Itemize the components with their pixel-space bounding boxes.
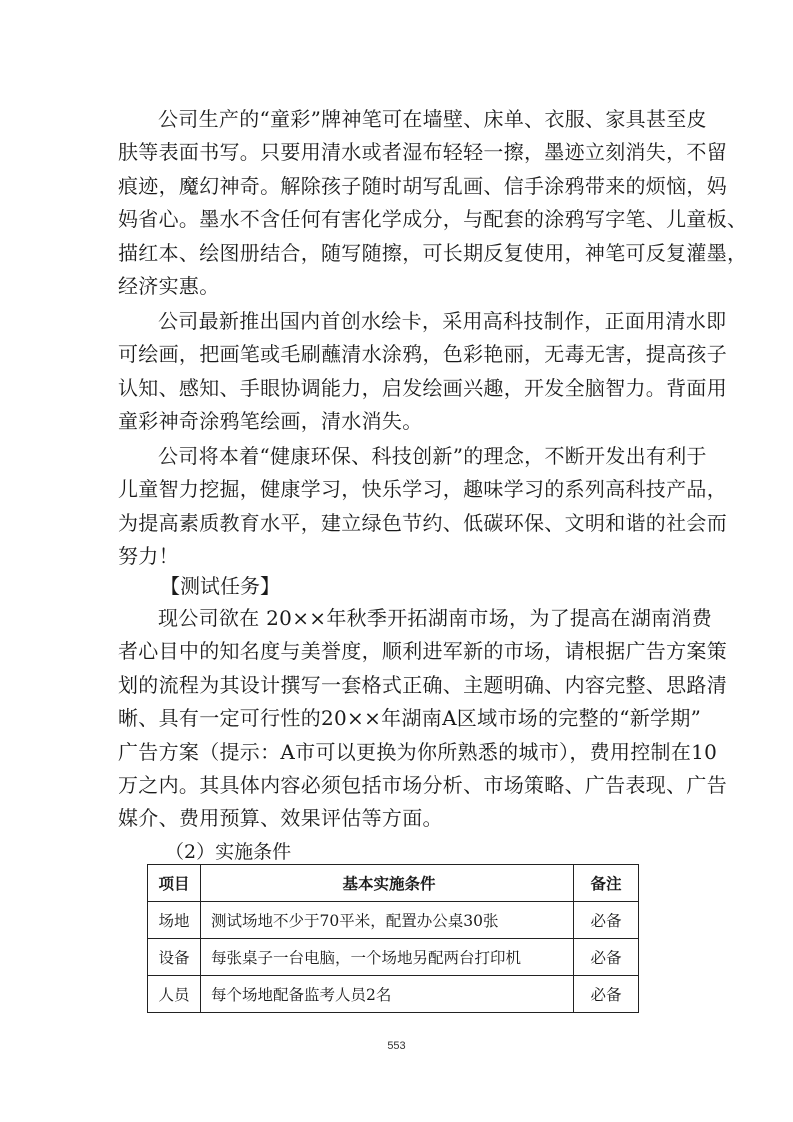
table-row (148, 939, 639, 976)
conditions-table (147, 864, 639, 1013)
cell-item: 设备 (148, 939, 201, 976)
text-line: 万之内。其具体内容必须包括市场分析、市场策略、广告表现、广告 (118, 773, 727, 798)
text-line: 划的流程为其设计撰写一套格式正确、主题明确、内容完整、思路清 (118, 672, 727, 697)
table-header-row (148, 865, 639, 902)
text-line: 努力！ (118, 544, 179, 569)
text-line: 认知、感知、手眼协调能力，启发绘画兴趣，开发全脑智力。背面用 (118, 375, 727, 400)
page-number: 553 (387, 1040, 406, 1052)
header-desc: 基本实施条件 (201, 865, 574, 902)
cell-note: 必备 (574, 902, 639, 939)
text-line: 媒介、费用预算、效果评估等方面。 (118, 806, 443, 831)
cell-desc: 每张桌子一台电脑，一个场地另配两台打印机 (201, 939, 574, 976)
table-row (148, 976, 639, 1013)
text-line: 肤等表面书写。只要用清水或者湿布轻轻一擦，墨迹立刻消失，不留 (118, 140, 727, 165)
cell-desc: 每个场地配备监考人员2名 (201, 976, 574, 1013)
task-heading: 【测试任务】 (160, 574, 280, 598)
paragraph-task (118, 602, 727, 836)
text-line: 童彩神奇涂鸦笔绘画，清水消失。 (118, 409, 423, 434)
header-note: 备注 (574, 865, 639, 902)
cell-desc: 测试场地不少于70平米，配置办公桌30张 (201, 902, 574, 939)
text-line: 现公司欲在 20××年秋季开拓湖南市场，为了提高在湖南消费 (158, 606, 713, 630)
text-line: 妈省心。墨水不含任何有害化学成分，与配套的涂鸦写字笔、儿童板、 (118, 207, 748, 232)
text-line: 描红本、绘图册结合，随写随擦，可长期反复使用，神笔可反复灌墨， (118, 240, 748, 265)
cell-note: 必备 (574, 939, 639, 976)
table-row (148, 902, 639, 939)
paragraph-water-card (118, 305, 727, 439)
text-line: 可绘画，把画笔或毛刷蘸清水涂鸦，色彩艳丽，无毒无害，提高孩子 (118, 342, 727, 367)
text-line: 公司将本着“健康环保、科技创新”的理念，不断开发出有利于 (158, 444, 707, 468)
cell-item: 场地 (148, 902, 201, 939)
conditions-title: （2）实施条件 (165, 841, 292, 863)
text-line: 痕迹，魔幻神奇。解除孩子随时胡写乱画、信手涂鸦带来的烦恼，妈 (118, 173, 727, 198)
paragraph-company-philosophy (118, 440, 727, 574)
paragraph-product-pen (118, 103, 748, 303)
text-line: 公司生产的“童彩”牌神笔可在墙壁、床单、衣服、家具甚至皮 (158, 107, 707, 131)
cell-note: 必备 (574, 976, 639, 1013)
header-item: 项目 (148, 865, 201, 902)
text-line: 晰、具有一定可行性的20××年湖南A区域市场的完整的“新学期” (118, 706, 702, 731)
text-line: 经济实惠。 (118, 274, 220, 299)
cell-item: 人员 (148, 976, 201, 1013)
text-line: 为提高素质教育水平，建立绿色节约、低碳环保、文明和谐的社会而 (118, 510, 727, 535)
text-line: 儿童智力挖掘，健康学习，快乐学习，趣味学习的系列高科技产品， (118, 477, 727, 502)
text-line: 公司最新推出国内首创水绘卡，采用高科技制作，正面用清水即 (158, 309, 727, 333)
text-line: 广告方案（提示：A市可以更换为你所熟悉的城市），费用控制在10 (118, 739, 718, 764)
text-line: 者心目中的知名度与美誉度，顺利进军新的市场，请根据广告方案策 (118, 639, 727, 664)
